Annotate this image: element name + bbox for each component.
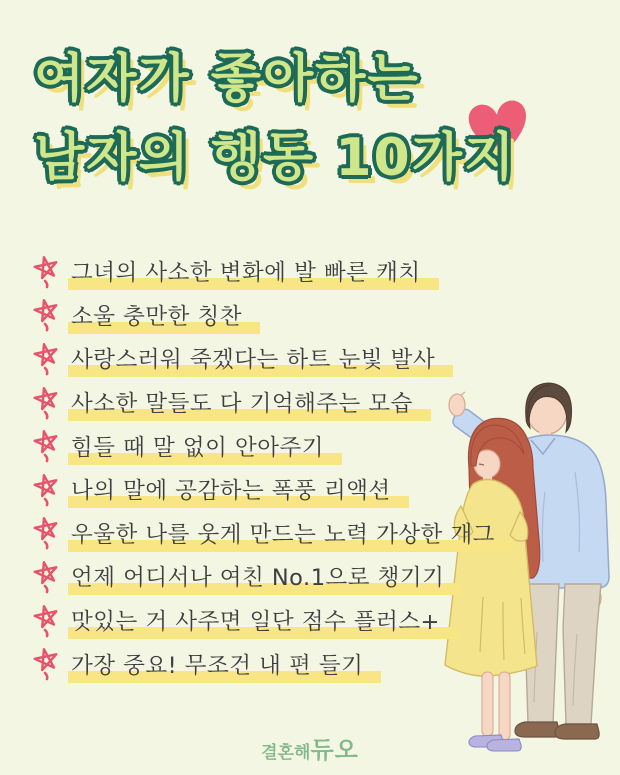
star-bullet-icon	[32, 342, 60, 376]
star-bullet-icon	[32, 604, 60, 638]
star-bullet-icon	[32, 647, 60, 681]
list-item-label: 그녀의 사소한 변화에 발 빠른 캐치	[68, 253, 439, 290]
star-bullet-icon	[32, 255, 60, 289]
list-item-label: 언제 어디서나 여친 No.1으로 챙기기	[68, 558, 462, 595]
star-bullet-icon	[32, 429, 60, 463]
list-item-label: 사소한 말들도 다 기억해주는 모습	[68, 384, 431, 421]
list-item-label: 우울한 나를 웃게 만드는 노력 가상한 개그	[68, 515, 513, 552]
list-item	[32, 512, 513, 556]
title-line-2: 남자의 행동 10가지	[34, 128, 517, 188]
star-bullet-icon	[32, 298, 60, 332]
star-bullet-icon	[32, 516, 60, 550]
list-item	[32, 555, 513, 599]
list-item	[32, 294, 513, 338]
list-item	[32, 599, 513, 643]
list-item	[32, 381, 513, 425]
list-item	[32, 468, 513, 512]
list-item-label: 나의 말에 공감하는 폭풍 리액션	[68, 471, 409, 508]
list-item-label: 사랑스러워 죽겠다는 하트 눈빛 발사	[68, 340, 453, 377]
brand-logo-small-text: 결혼해	[261, 743, 311, 763]
list-item-label: 소울 충만한 칭찬	[68, 297, 260, 334]
brand-logo-large-text: 듀오	[310, 736, 359, 764]
star-bullet-icon	[32, 473, 60, 507]
poster-title	[34, 40, 516, 198]
list-item	[32, 337, 513, 381]
star-bullet-icon	[32, 386, 60, 420]
star-bullet-icon	[32, 560, 60, 594]
list-item-label: 맛있는 거 사주면 일단 점수 플러스+	[68, 602, 458, 639]
list-item-label: 가장 중요! 무조건 내 편 들기	[68, 646, 381, 683]
list-item	[32, 250, 513, 294]
title-line-1: 여자가 좋아하는	[34, 49, 420, 109]
brand-logo	[0, 730, 620, 765]
list-item	[32, 642, 513, 686]
list-item	[32, 424, 513, 468]
list-item-label: 힘들 때 말 없이 안아주기	[68, 428, 342, 465]
behavior-list	[32, 250, 513, 686]
